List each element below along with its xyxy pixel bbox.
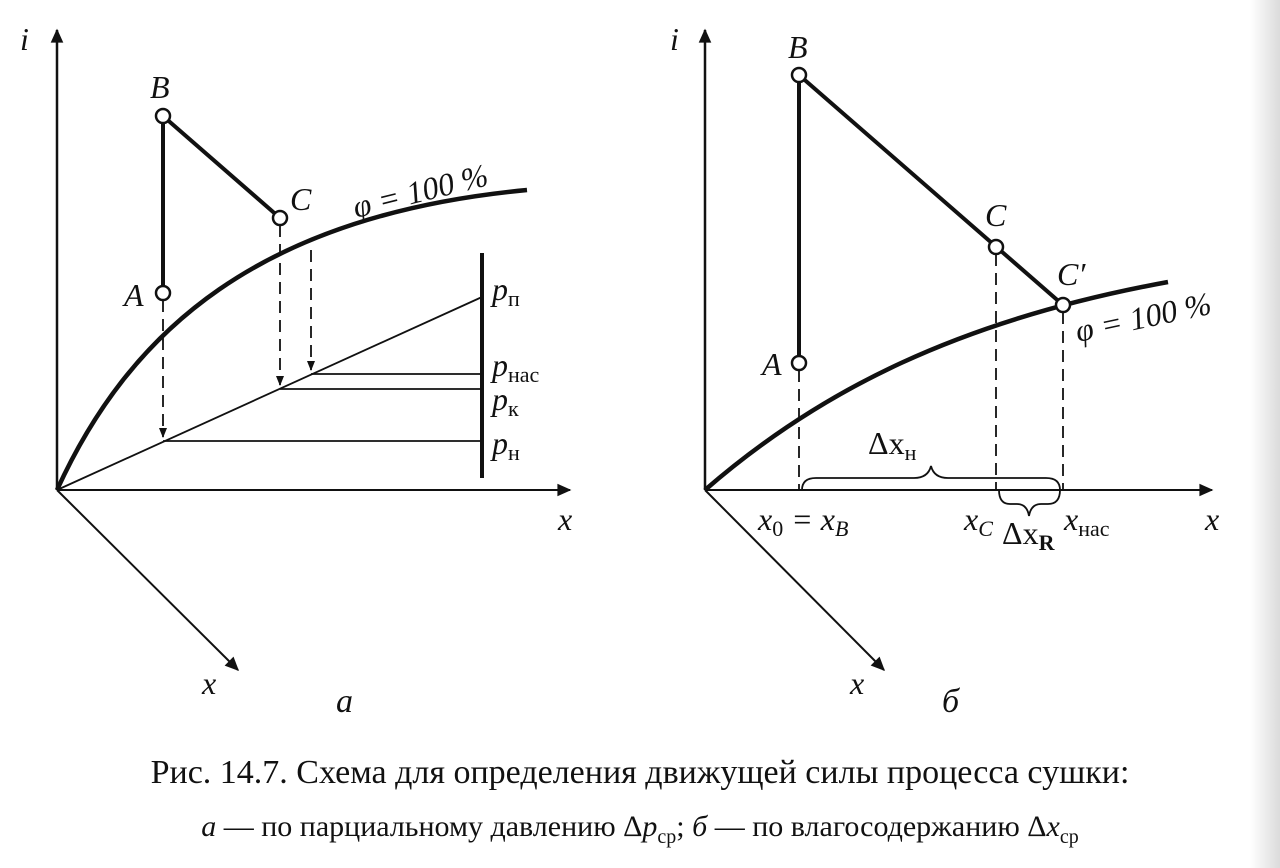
- panel-a-p-n-label: pн: [492, 425, 520, 465]
- panel-b-label-B: B: [788, 29, 808, 65]
- panel-a-p-p-label: pп: [492, 271, 520, 311]
- panel-b-dx-n-label: Δxн: [868, 425, 917, 465]
- panel-a-x-diagonal-axis: [57, 490, 238, 670]
- panel-a-p-k-label: pк: [492, 381, 519, 421]
- panel-b-drying-line: [799, 75, 1063, 305]
- panel-a: [20, 21, 572, 720]
- panel-a-drying-line: [163, 116, 280, 218]
- panel-a-label-C: C: [290, 181, 312, 217]
- panel-b-point-A-marker: [792, 356, 806, 370]
- panel-b-label-A: A: [762, 346, 782, 382]
- panel-a-p-nas-label: pнас: [492, 347, 540, 387]
- panel-b-point-B-marker: [792, 68, 806, 82]
- panel-b-point-C-prime-marker: [1056, 298, 1070, 312]
- panel-a-point-A-marker: [156, 286, 170, 300]
- panel-b-curve-label: φ = 100 %: [1071, 284, 1215, 349]
- panel-a-x-right-label: x: [558, 501, 573, 537]
- panel-b-label-C-prime: C′: [1057, 256, 1086, 292]
- panel-b-brace-dx-n: [802, 466, 1060, 490]
- panel-b-point-C-marker: [989, 240, 1003, 254]
- panel-b-i-label: i: [670, 21, 679, 57]
- figure-caption: Рис. 14.7. Схема для определения движущей силы процесса сушки:: [150, 754, 1130, 791]
- panel-a-label-A: A: [124, 277, 144, 313]
- panel-a-label-B: B: [150, 69, 170, 105]
- panel-b-x-nas-label: xнас: [1064, 501, 1110, 541]
- panel-b-brace-dx-R: [999, 490, 1060, 516]
- panel-a-letter: а: [336, 683, 353, 720]
- panel-b-xC-label: xC: [964, 501, 993, 541]
- panel-a-point-B-marker: [156, 109, 170, 123]
- panel-b-x-right-label: x: [1205, 501, 1220, 537]
- panel-b-x-diag-label: x: [850, 665, 865, 701]
- panel-a-i-label: i: [20, 21, 29, 57]
- panel-b-label-C: C: [985, 197, 1007, 233]
- panel-b: [670, 21, 1219, 720]
- panel-b-dx-R-label: ΔxR: [1002, 515, 1055, 555]
- page-edge-shadow: [1250, 0, 1280, 868]
- figure-caption-detail: а — по парциальному давлению $\Delta p_{ср}$; б — по влагосодержанию $\Delta x_{ср}$: [201, 810, 1079, 848]
- panel-a-pressure-line: [57, 297, 482, 490]
- panel-a-saturation-curve: [57, 190, 527, 490]
- panel-a-point-C-marker: [273, 211, 287, 225]
- panel-b-letter: б: [942, 683, 960, 720]
- panel-a-x-diag-label: x: [202, 665, 217, 701]
- panel-a-curve-label: φ = 100 %: [348, 156, 492, 225]
- panel-b-x0-xB-label: x0 = xB: [758, 501, 849, 541]
